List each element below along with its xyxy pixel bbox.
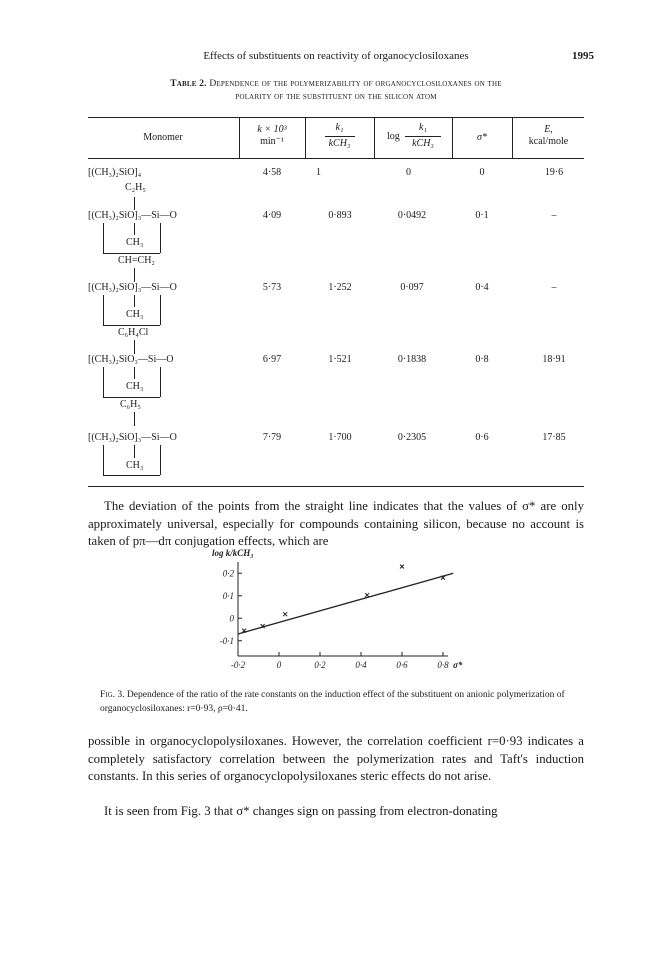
table-bottom-rule (88, 486, 584, 487)
ring-bracket (103, 367, 104, 397)
bond-line (134, 197, 135, 210)
col-header-ratio-num: k₁ (335, 122, 344, 133)
row4-log: 0·1838 (397, 354, 427, 365)
ring-bracket-bottom (103, 397, 160, 398)
ring-bracket (160, 223, 161, 253)
regression-line (238, 573, 453, 634)
x-tick-label: -0·2 (230, 660, 246, 670)
row1-k: 4·58 (262, 167, 282, 178)
row2-sigma: 0·1 (475, 210, 489, 221)
figure-caption-label: Fig. 3. (100, 690, 125, 700)
row5-log: 0·2305 (397, 432, 427, 443)
ring-bracket (103, 295, 104, 325)
ring-bracket (160, 295, 161, 325)
ring-bracket (103, 445, 104, 475)
ring-bracket (160, 445, 161, 475)
row3-monomer: [(CH₃)₂SiO]₃—Si—O (88, 282, 177, 293)
x-tick-label: 0·8 (437, 660, 449, 670)
row3-ratio: 1·252 (328, 282, 352, 293)
col-header-ratio-den: kCH₃ (328, 138, 351, 149)
row3-E: – (551, 282, 557, 293)
y-tick-label: 0·1 (222, 590, 234, 601)
x-tick-label: 0·4 (355, 660, 367, 670)
col-header-k-label: k × 10³ (257, 124, 287, 135)
col-header-E-label: E, (544, 124, 553, 135)
y-axis-label: log k/kCH₃ (212, 548, 254, 558)
table-top-rule (88, 117, 584, 118)
col-header-sigma-label: σ* (477, 132, 487, 143)
bond-line (134, 295, 135, 307)
figure-3-chart (190, 548, 480, 686)
running-title: Effects of substituents on reactivity of organocyclosiloxanes (203, 50, 469, 62)
figure-caption (100, 689, 580, 716)
paragraph-1: The deviation of the points from the straight line indicates that the values of σ* are only approximately universal, especially for compounds containing silicon, because no account is taken of pπ—dπ conjugation effects, which are (88, 499, 584, 548)
row5-ratio: 1·700 (328, 432, 352, 443)
row5-sigma: 0·6 (475, 432, 489, 443)
col-header-E (513, 124, 584, 148)
bond-line (134, 340, 135, 354)
row1-E: 19·6 (544, 167, 564, 178)
row1-log: 0 (406, 167, 411, 178)
row4-ratio: 1·521 (328, 354, 352, 365)
row2-ring-group: CH₃ (126, 237, 144, 248)
bond-line (134, 445, 135, 458)
row1-ratio: 1 (316, 167, 321, 178)
bond-line (134, 268, 135, 282)
col-header-E-unit: kcal/mole (528, 136, 569, 147)
col-header-log-label: log (387, 131, 400, 142)
row5-substituent: C₆H₅ (120, 399, 141, 410)
bond-line (134, 412, 135, 426)
ring-bracket-bottom (103, 475, 160, 476)
paragraph-3: It is seen from Fig. 3 that σ* changes sign on passing from electron-donating (104, 804, 498, 818)
data-point (400, 565, 404, 569)
row5-k: 7·79 (262, 432, 282, 443)
table-caption-line2: polarity of the substituent on the silicon atom (235, 92, 437, 102)
row2-monomer: [(CH₃)₂SiO]₃—Si—O (88, 210, 177, 221)
row5-E: 17·85 (542, 432, 566, 443)
row2-ratio: 0·893 (328, 210, 352, 221)
col-divider (374, 118, 375, 158)
paragraph-2: possible in organocyclopolysiloxanes. However, the correlation coefficient r=0·93 indicates a completely satisfactory correlation between the polymerization rates and Taft's induction constants. In this series of organocyclopolysiloxanes steric effects do not arise. (88, 734, 584, 783)
row3-sigma: 0·4 (475, 282, 489, 293)
y-tick-label: 0·2 (222, 568, 234, 579)
x-tick-label: 0 (276, 660, 282, 670)
page-number: 1995 (572, 50, 594, 62)
table-caption-line1: Dependence of the polymerizability of organocyclosiloxanes on the (209, 79, 502, 89)
ring-bracket-bottom (103, 253, 160, 254)
row3-log: 0·097 (400, 282, 424, 293)
x-axis-label: σ* (453, 660, 463, 670)
row5-monomer: [(CH₃)₂SiO]₃—Si—O (88, 432, 177, 443)
row4-monomer: [(CH₃)₂SiO₃—Si—O (88, 354, 174, 365)
table-caption (88, 78, 584, 104)
ring-bracket-bottom (103, 325, 160, 326)
row1-sigma: 0 (479, 167, 485, 178)
x-tick-label: 0·6 (396, 660, 408, 670)
row2-log: 0·0492 (397, 210, 427, 221)
row5-ring-group: CH₃ (126, 460, 144, 471)
data-point (365, 593, 369, 597)
x-tick-label: 0·2 (314, 660, 326, 670)
row3-k: 5·73 (262, 282, 282, 293)
row4-k: 6·97 (262, 354, 282, 365)
col-header-log-den: kCH₃ (412, 138, 434, 149)
row1-monomer: [(CH₃)₂SiO]₄ (88, 167, 142, 178)
col-header-k-unit: min⁻¹ (260, 136, 284, 147)
data-point (283, 612, 287, 616)
row2-E: – (551, 210, 557, 221)
row3-substituent: CH=CH₂ (118, 255, 155, 266)
row3-ring-group: CH₃ (126, 309, 144, 320)
row4-substituent: C₆H₄Cl (118, 327, 149, 338)
ring-bracket (160, 367, 161, 397)
y-tick-label: 0 (229, 613, 234, 624)
col-header-k (240, 124, 304, 148)
col-header-sigma (453, 132, 511, 144)
bond-line (134, 223, 135, 235)
bond-line (134, 367, 135, 379)
y-tick-label: -0·1 (219, 635, 234, 646)
row2-substituent: C₂H₅ (125, 182, 146, 193)
row4-sigma: 0·8 (475, 354, 489, 365)
table-label: Table 2. (170, 79, 207, 89)
table-header-rule (88, 158, 584, 159)
row4-E: 18·91 (542, 354, 566, 365)
col-header-ratio (306, 122, 373, 150)
col-header-log-num: k₁ (419, 122, 427, 133)
ring-bracket (103, 223, 104, 253)
figure-caption-text: Dependence of the ratio of the rate constants on the induction effect of the substituent on anionic polymerization of organocyclosiloxanes: r=0·93, ρ=0·41. (100, 690, 565, 714)
col-header-monomer: Monomer (143, 132, 183, 143)
row4-ring-group: CH₃ (126, 381, 144, 392)
row2-k: 4·09 (262, 210, 282, 221)
